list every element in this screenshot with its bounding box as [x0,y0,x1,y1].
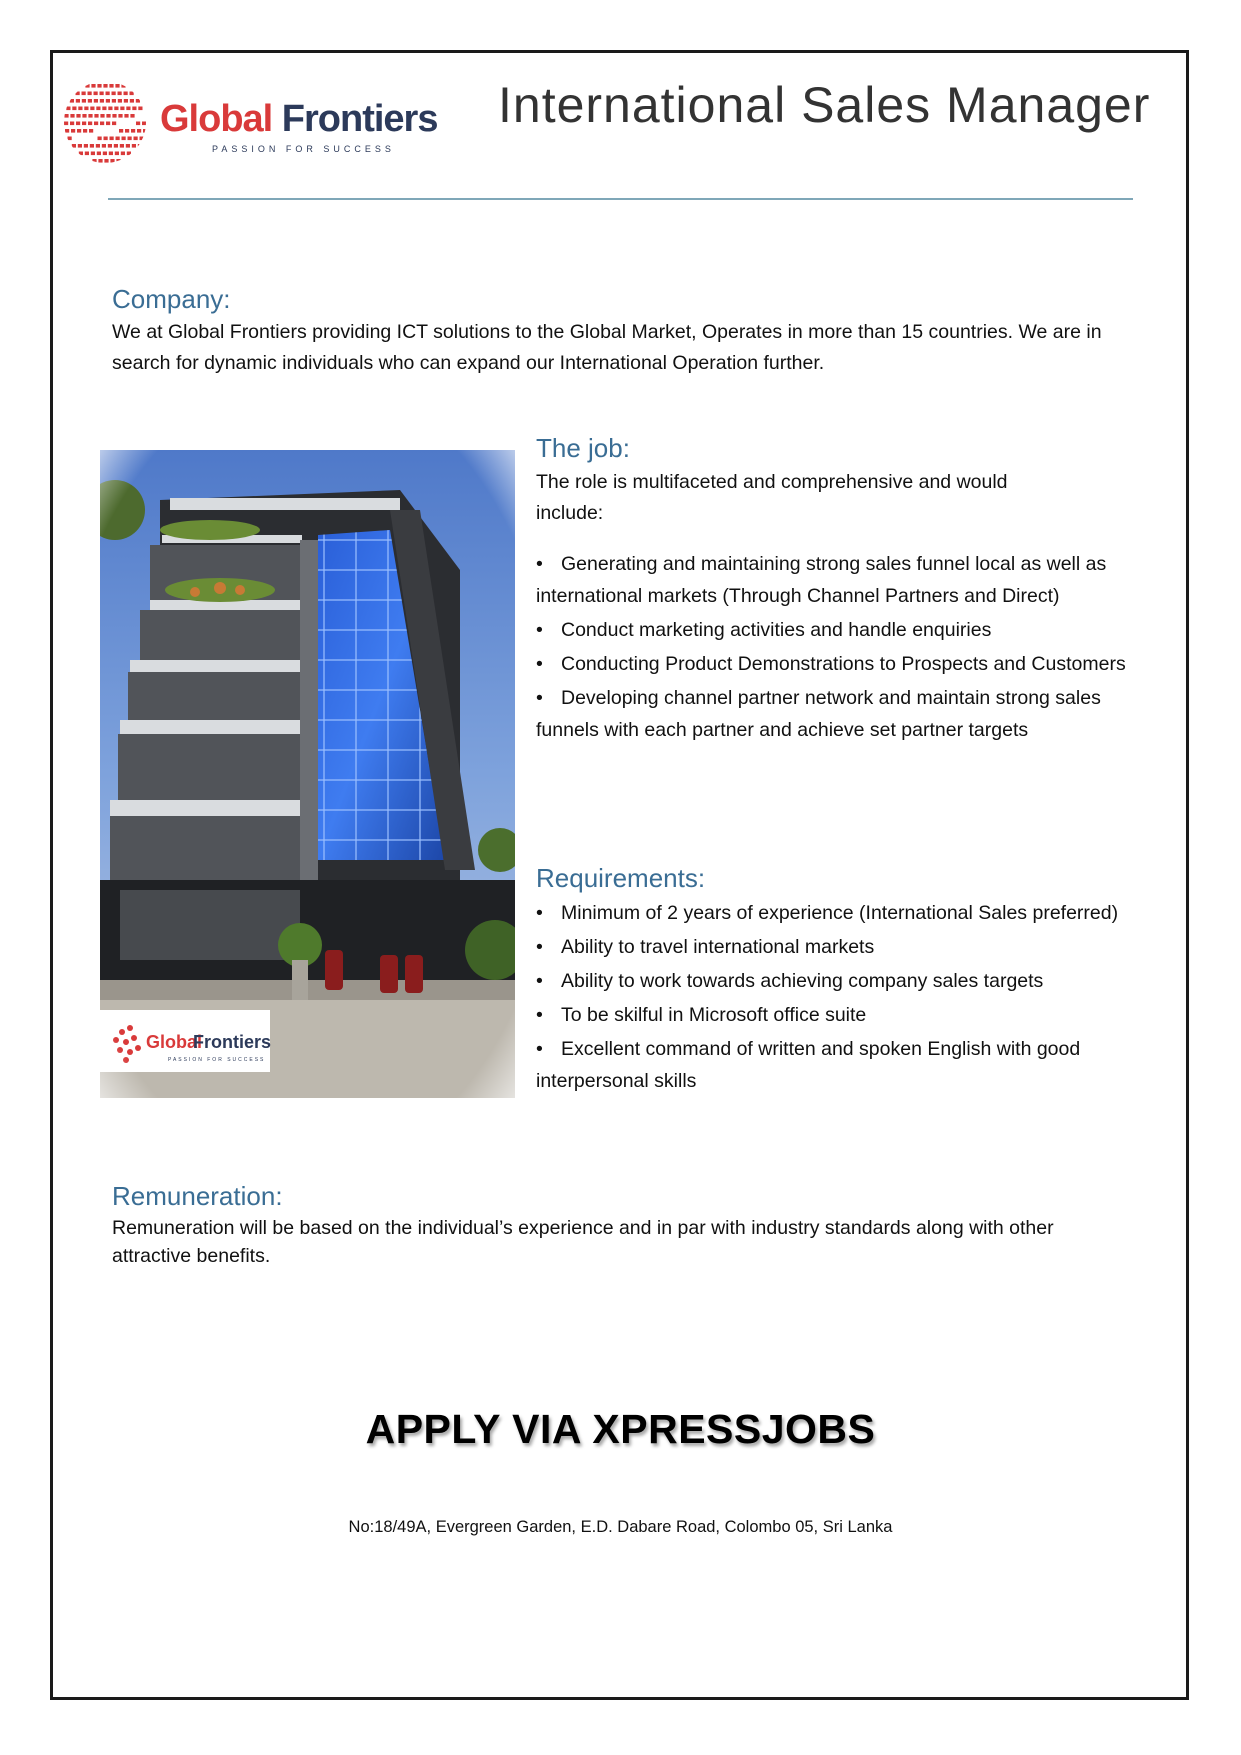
globe-dot [70,99,74,103]
globe-dot [76,114,80,118]
apply-call-to-action: APPLY VIA XPRESSJOBS [365,1406,876,1452]
globe-dot [121,152,125,156]
globe-dot [85,152,89,156]
bullet-icon: • [536,619,543,641]
job-heading: The job: [536,433,630,463]
company-heading: Company: [112,284,231,314]
bullet-icon: • [536,653,543,675]
globe-dot [88,99,92,103]
globe-dot [106,92,110,96]
globe-dot [109,152,113,156]
globe-dot [70,122,74,126]
globe-dot [88,114,92,118]
logo-word-frontiers: Frontiers [272,98,438,140]
globe-dot [118,99,122,103]
logo-word-global: Global [160,98,273,140]
globe-dot [72,144,76,148]
globe-dot [108,144,112,148]
globe-dot [132,144,136,148]
globe-dot [120,107,124,111]
document-title: International Sales Manager [498,77,1151,133]
globe-dot [114,144,118,148]
globe-dot [91,84,95,88]
list-item: • Ability to travel international markets [536,931,1136,963]
globe-dot [127,152,131,156]
globe-dot [82,122,86,126]
globe-dot [88,122,92,126]
bullet-icon: • [536,1004,543,1026]
globe-dot [98,137,102,141]
globe-dot [94,122,98,126]
bullet-icon: • [536,1038,543,1060]
globe-dot [84,144,88,148]
globe-dot [118,114,122,118]
globe-dot [90,107,94,111]
globe-dot [82,99,86,103]
globe-dot [71,129,75,133]
list-item: • Minimum of 2 years of experience (International Sales preferred) [536,897,1136,929]
list-item: • Excellent command of written and spoken English with good interpersonal skills [536,1033,1136,1097]
globe-dot [79,152,83,156]
globe-dot [106,114,110,118]
globe-dot [83,129,87,133]
globe-dot [100,92,104,96]
globe-dot [82,92,86,96]
globe-logo-icon [60,78,150,166]
globe-dot [130,92,134,96]
globe-dot [96,107,100,111]
globe-dot [76,122,80,126]
globe-dot [104,137,108,141]
globe-dot [108,107,112,111]
globe-dot [76,92,80,96]
globe-dot [96,144,100,148]
globe-dot [64,114,68,118]
globe-dot [136,99,140,103]
globe-dot [106,122,110,126]
list-item: • To be skilful in Microsoft office suite [536,999,1136,1031]
globe-dot [134,137,138,141]
globe-dot [92,159,96,163]
globe-dot [138,144,142,148]
bullet-icon: • [536,553,543,575]
globe-dot [110,137,114,141]
globe-dot [68,137,72,141]
title-divider [108,198,1133,200]
globe-dot [90,144,94,148]
job-duties-list [536,548,1136,748]
requirements-list [536,897,1136,1099]
globe-dot [102,144,106,148]
globe-dot [110,159,114,163]
globe-dot [116,137,120,141]
globe-dot [112,92,116,96]
globe-dot [118,92,122,96]
globe-dot [89,129,93,133]
globe-dot [112,114,116,118]
company-logo [60,76,460,168]
globe-dot [94,92,98,96]
globe-dot [124,99,128,103]
bullet-icon: • [536,936,543,958]
list-item: • Generating and maintaining strong sales funnel local as well as international markets (Through Channel Partners and Direct) [536,548,1136,612]
globe-dot [78,107,82,111]
globe-dot [66,107,70,111]
globe-dot [78,144,82,148]
globe-dot [100,99,104,103]
globe-dot [102,107,106,111]
job-intro: The role is multifaceted and comprehensive and would include: [536,471,1008,524]
globe-dot [128,137,132,141]
list-item: • Developing channel partner network and maintain strong sales funnels with each partner and achieve set partner targets [536,682,1136,746]
globe-dot [94,114,98,118]
globe-dot [122,137,126,141]
globe-dot [88,92,92,96]
logo-tagline: PASSION FOR SUCCESS [212,144,395,154]
globe-dot [100,114,104,118]
globe-dot [112,122,116,126]
globe-dot [91,152,95,156]
globe-dot [103,152,107,156]
globe-dot [142,122,146,126]
requirements-heading: Requirements: [536,863,706,893]
globe-dot [70,114,74,118]
bullet-icon: • [536,902,543,924]
globe-dot [97,84,101,88]
globe-dot [97,152,101,156]
globe-dot [124,114,128,118]
globe-dot [130,114,134,118]
globe-dot [85,84,89,88]
globe-dot [103,84,107,88]
globe-dot [114,107,118,111]
bullet-icon: • [536,970,543,992]
company-text: We at Global Frontiers providing ICT solutions to the Global Market, Operates in more than 15 countries. We are in search for dynamic individuals who can expand our International Operation further. [112,321,1102,374]
globe-dot [65,129,69,133]
globe-dot [115,152,119,156]
list-item: • Conduct marketing activities and handle enquiries [536,614,1136,646]
company-address: No:18/49A, Evergreen Garden, E.D. Dabare Road, Colombo 05, Sri Lanka [348,1518,893,1536]
list-item: • Ability to work towards achieving company sales targets [536,965,1136,997]
globe-dot [121,84,125,88]
globe-dot [109,84,113,88]
remuneration-text: Remuneration will be based on the individual’s experience and in par with industry standards along with other attractive benefits. [112,1217,1054,1267]
globe-dot [132,107,136,111]
list-item: • Conducting Product Demonstrations to Prospects and Customers [536,648,1136,680]
globe-dot [131,129,135,133]
globe-dot [115,84,119,88]
globe-dot [100,122,104,126]
globe-dot [72,107,76,111]
globe-dot [120,144,124,148]
globe-dot [138,107,142,111]
globe-dot [137,129,141,133]
globe-dot [106,99,110,103]
logo-wordmark [160,98,437,141]
globe-dot [130,99,134,103]
globe-dot [94,99,98,103]
office-building-photo [100,450,515,1098]
remuneration-heading: Remuneration: [112,1181,283,1211]
globe-dot [119,129,123,133]
globe-dot [143,129,147,133]
globe-dot [98,159,102,163]
globe-dot [84,107,88,111]
globe-dot [64,122,68,126]
bullet-icon: • [536,687,543,709]
globe-dot [125,129,129,133]
globe-dot [140,137,144,141]
globe-dot [136,122,140,126]
globe-dot [116,159,120,163]
globe-dot [124,92,128,96]
globe-dot [104,159,108,163]
globe-dot [112,99,116,103]
globe-dot [126,107,130,111]
globe-dot [76,99,80,103]
globe-dot [126,144,130,148]
globe-dot [82,114,86,118]
globe-dot [77,129,81,133]
